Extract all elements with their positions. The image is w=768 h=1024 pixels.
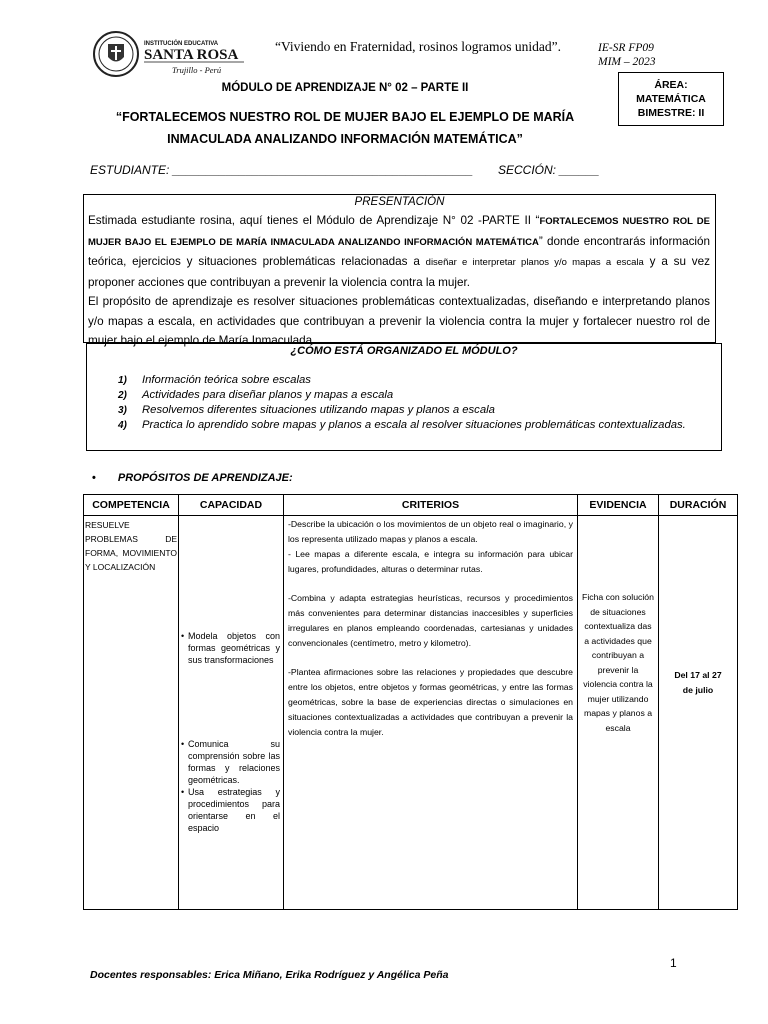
criterion: - Lee mapas a diferente escala, e integra su información para ubicar lugares, profundidades, alturas o determinar rutas. (288, 549, 573, 574)
list-number: 3) (118, 405, 127, 416)
organization-list (118, 373, 716, 433)
list-number: 1) (118, 375, 127, 386)
criterion: -Combina y adapta estrategias heurísticas, recursos y procedimientos más convenientes para determinar distancias inaccesibles y superficies irregulares en planos empleando coordenadas, cartesianas y unidades convencionales (centímetro, metro y kilometro). (288, 593, 573, 648)
svg-text:Trujillo - Perú: Trujillo - Perú (172, 65, 222, 75)
doc-year: MIM – 2023 (598, 56, 656, 68)
duration-cell (659, 516, 738, 910)
evidence-text: Ficha con solución de situaciones contextualiza das a actividades que contribuyan a prevenir la violencia contra la mujer utilizando mapas y planos a escala (582, 592, 654, 733)
evidence-cell (578, 516, 659, 910)
svg-text:SANTA ROSA: SANTA ROSA (144, 47, 239, 63)
col-header-evidence: EVIDENCIA (578, 495, 659, 516)
list-text: Información teórica sobre escalas (142, 374, 311, 386)
presentation-module-title: FORTALECEMOS NUESTRO ROL DE MUJER BAJO EL EJEMPLO DE MARÍA INMACULADA ANALIZANDO INFORMACIÓN MATEMÁTICA (88, 216, 711, 248)
student-blank[interactable]: _____________________________________________ (172, 163, 474, 177)
capacity-item: • Modela objetos con formas geométricas y sus transformaciones (179, 630, 283, 666)
capacity-cell (179, 516, 284, 910)
section-field[interactable] (498, 163, 599, 177)
document-code (598, 41, 656, 69)
list-item (118, 418, 716, 433)
capacity-item: • Usa estrategias y procedimientos para orientarse en el espacio (179, 786, 283, 834)
table-row (84, 516, 738, 910)
module-subtitle: “FORTALECEMOS NUESTRO ROL DE MUJER BAJO EL EJEMPLO DE MARÍA INMACULADA ANALIZANDO INFORMACIÓN MATEMÁTICA” (115, 110, 575, 146)
presentation-purpose: El propósito de aprendizaje es resolver situaciones problemáticas contextualizadas, diseñando e interpretando planos y/o mapas a escala, en actividades que contribuyan a prevenir la violencia contra la mujer y fortalecer nuestro rol de mujer bajo el ejemplo de María Inmaculada. (88, 295, 710, 347)
footer-teachers: Docentes responsables: Erica Miñano, Erika Rodríguez y Angélica Peña (90, 969, 449, 981)
list-item (118, 373, 716, 388)
presentation-heading: PRESENTACIÓN (354, 196, 445, 208)
col-header-criteria: CRITERIOS (284, 495, 578, 516)
capacity-list (179, 630, 283, 834)
area-box (618, 72, 724, 126)
criterion: -Plantea afirmaciones sobre las relaciones y propiedades que descubre entre los objetos, entre objetos y formas geométricas, y entre las formas geométricas, sobre la base de experiencias directas o simulaciones en situaciones contextualizadas a actividades que contribuyan a prevenir la violencia contra la mujer. (288, 667, 573, 737)
area-value: MATEMÁTICA (636, 93, 706, 105)
organization-heading: ¿CÓMO ESTÁ ORGANIZADO EL MÓDULO? (290, 345, 518, 357)
col-header-duration: DURACIÓN (659, 495, 738, 516)
school-crest-icon (94, 32, 138, 76)
criteria-cell (284, 516, 578, 910)
student-label: ESTUDIANTE: (90, 163, 170, 177)
col-header-competence: COMPETENCIA (84, 495, 179, 516)
purposes-heading (92, 472, 293, 484)
competence-table (83, 494, 738, 910)
doc-code: IE-SR FP09 (598, 42, 654, 54)
student-field[interactable] (90, 163, 473, 177)
bimester: BIMESTRE: II (637, 107, 705, 119)
bullet-icon: • (92, 472, 96, 484)
section-label: SECCIÓN: (498, 163, 557, 177)
school-motto: “Viviendo en Fraternidad, rosinos logramos unidad”. (275, 39, 561, 54)
list-item (118, 388, 716, 403)
capacity-item: • Comunica su comprensión sobre las formas y relaciones geométricas. (179, 738, 283, 786)
presentation-small-text: diseñar e interpretar planos y/o mapas a escala (425, 257, 644, 268)
area-label: ÁREA: (654, 79, 688, 91)
presentation-body-end: y a su vez proponer acciones que contribuyan a prevenir la violencia contra la mujer. (88, 255, 710, 289)
list-text: Actividades para diseñar planos y mapas a escala (142, 389, 394, 401)
list-number: 2) (118, 390, 127, 401)
presentation-intro: Estimada estudiante rosina, aquí tienes el Módulo de Aprendizaje N° 02 -PARTE II “ (88, 214, 540, 227)
page-number: 1 (670, 956, 677, 970)
table-header-row (84, 495, 738, 516)
col-header-capacity: CAPACIDAD (179, 495, 284, 516)
list-item (118, 403, 716, 418)
module-title: MÓDULO DE APRENDIZAJE N° 02 – PARTE II (221, 82, 469, 94)
list-text: Practica lo aprendido sobre mapas y planos a escala al resolver situaciones problemáticas contextualizadas. (142, 419, 686, 431)
presentation-text (88, 211, 710, 351)
list-text: Resolvemos diferentes situaciones utilizando mapas y planos a escala (142, 404, 495, 416)
svg-text:INSTITUCIÓN EDUCATIVA: INSTITUCIÓN EDUCATIVA (144, 41, 219, 47)
section-blank[interactable]: ______ (559, 163, 600, 177)
competence-cell: RESUELVE PROBLEMAS DE FORMA, MOVIMIENTO Y LOCALIZACIÓN (84, 516, 179, 910)
presentation-body: ” donde encontrarás información teórica, ejercicios y situaciones problemáticas relacionadas a (88, 234, 711, 268)
duration-text: Del 17 al 27 de julio (674, 670, 722, 695)
criterion: -Describe la ubicación o los movimientos de un objeto real o imaginario, y los representa utilizado mapas y planos a escala. (288, 519, 573, 544)
purposes-heading-text: PROPÓSITOS DE APRENDIZAJE: (117, 472, 293, 484)
school-logo (92, 30, 252, 78)
list-number: 4) (118, 420, 127, 431)
